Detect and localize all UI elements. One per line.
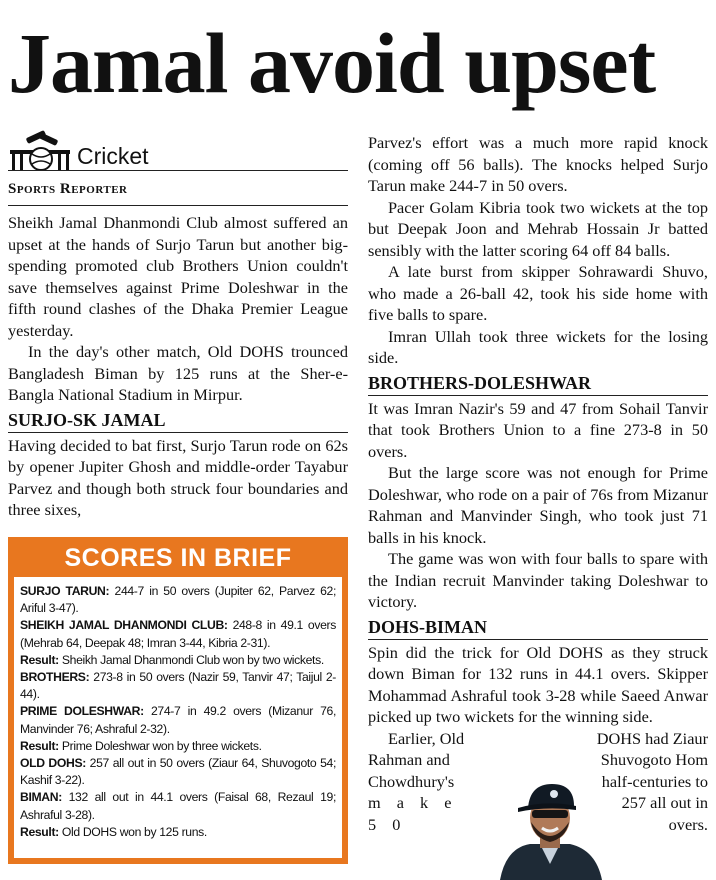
section-label: Cricket bbox=[77, 143, 149, 169]
left-column bbox=[8, 128, 348, 521]
brothers-paragraph-3: The game was won with four balls to spare with the Indian recruit Manvinder taking Doleshwar to victory. bbox=[368, 549, 708, 611]
scores-list bbox=[14, 577, 342, 858]
dohs-paragraph-1: Spin did the trick for Old DOHS as they struck down Biman for 132 runs in 44.1 overs. Skipper Mohammad Ashraful took 3-28 while Saeed Anwar picked up two wickets for the winning side. bbox=[368, 642, 708, 726]
heading-dohs-biman: DOHS-BIMAN bbox=[368, 615, 708, 640]
score-row: Result: Old DOHS won by 125 runs. bbox=[20, 824, 207, 839]
byline: Sports Reporter bbox=[8, 181, 348, 206]
intro-paragraph-1: Sheikh Jamal Dhanmondi Club almost suffered an upset at the hands of Surjo Tarun but another big-spending promoted club Brothers Union couldn't save themselves against Prime Doleshwar in the fifth round clashes of the Dhaka Premier League yesterday. bbox=[8, 213, 348, 340]
surjo-paragraph-4: Imran Ullah took three wickets for the losing side. bbox=[368, 326, 708, 367]
cricket-bat-ball-icon bbox=[8, 130, 74, 170]
scores-in-brief-box bbox=[8, 537, 348, 864]
score-row: Result: Sheikh Jamal Dhanmondi Club won by two wickets. bbox=[20, 652, 324, 667]
score-row: Result: Prime Doleshwar won by three wickets. bbox=[20, 738, 262, 753]
score-row: BROTHERS: 273-8 in 50 overs (Nazir 59, Tanvir 47; Taijul 2-44). bbox=[20, 670, 336, 702]
heading-surjo-jamal: SURJO-SK JAMAL bbox=[8, 408, 348, 433]
surjo-paragraph-1: Having decided to bat first, Surjo Tarun rode on 62s by opener Jupiter Ghosh and middle-order Tayabur Parvez and though both struck four boundaries and three sixes, bbox=[8, 435, 348, 519]
surjo-paragraph-1-continued: Parvez's effort was a much more rapid knock (coming off 56 balls). The knocks helped Surjo Tarun make 244-7 in 50 overs. bbox=[368, 133, 708, 195]
heading-brothers-doleshwar: BROTHERS-DOLESHWAR bbox=[368, 371, 708, 396]
player-photo bbox=[496, 778, 604, 880]
surjo-paragraph-3: A late burst from skipper Sohrawardi Shuvo, who made a 26-ball 42, took his side home with five balls to spare. bbox=[368, 262, 708, 324]
dohs-paragraph-2: Earlier, Old DOHS had Ziaur Rahman and Shuvogoto Hom Chowdhury's half-centuries to m a k e 257 all out in 5 0 overs. bbox=[368, 728, 708, 834]
surjo-paragraph-2: Pacer Golam Kibria took two wickets at the top but Deepak Joon and Mehrab Hossain Jr batted sensibly with the latter scoring 64 off 84 balls. bbox=[368, 197, 708, 260]
score-row: OLD DOHS: 257 all out in 50 overs (Ziaur 64, Shuvogoto 54; Kashif 3-22). bbox=[20, 756, 336, 788]
score-row: BIMAN: 132 all out in 44.1 overs (Faisal 68, Rezaul 19; Ashraful 3-28). bbox=[20, 790, 336, 822]
score-row: PRIME DOLESHWAR: 274-7 in 49.2 overs (Mizanur 76, Manvinder 76; Ashraful 2-32). bbox=[20, 704, 336, 736]
scores-title: SCORES IN BRIEF bbox=[64, 544, 292, 572]
brothers-paragraph-1: It was Imran Nazir's 59 and 47 from Sohail Tanvir that took Brothers Union to a fine 273-8 in 50 overs. bbox=[368, 398, 708, 461]
score-row: SHEIKH JAMAL DHANMONDI CLUB: 248-8 in 49.1 overs (Mehrab 64, Deepak 48; Imran 3-44, Kibria 2-31). bbox=[20, 618, 336, 650]
score-row: SURJO TARUN: 244-7 in 50 overs (Jupiter 62, Parvez 62; Ariful 3-47). bbox=[20, 584, 337, 616]
intro-paragraph-2: In the day's other match, Old DOHS trounced Bangladesh Biman by 125 runs at the Sher-e-Bangla National Stadium in Mirpur. bbox=[8, 342, 348, 404]
brothers-paragraph-2: But the large score was not enough for Prime Doleshwar, who rode on a pair of 76s from Mizanur Rahman and Manvinder Singh, who took just 71 balls in his knock. bbox=[368, 463, 708, 547]
section-tag bbox=[8, 128, 348, 171]
right-column bbox=[368, 132, 708, 835]
headline: Jamal avoid upset bbox=[8, 15, 656, 111]
